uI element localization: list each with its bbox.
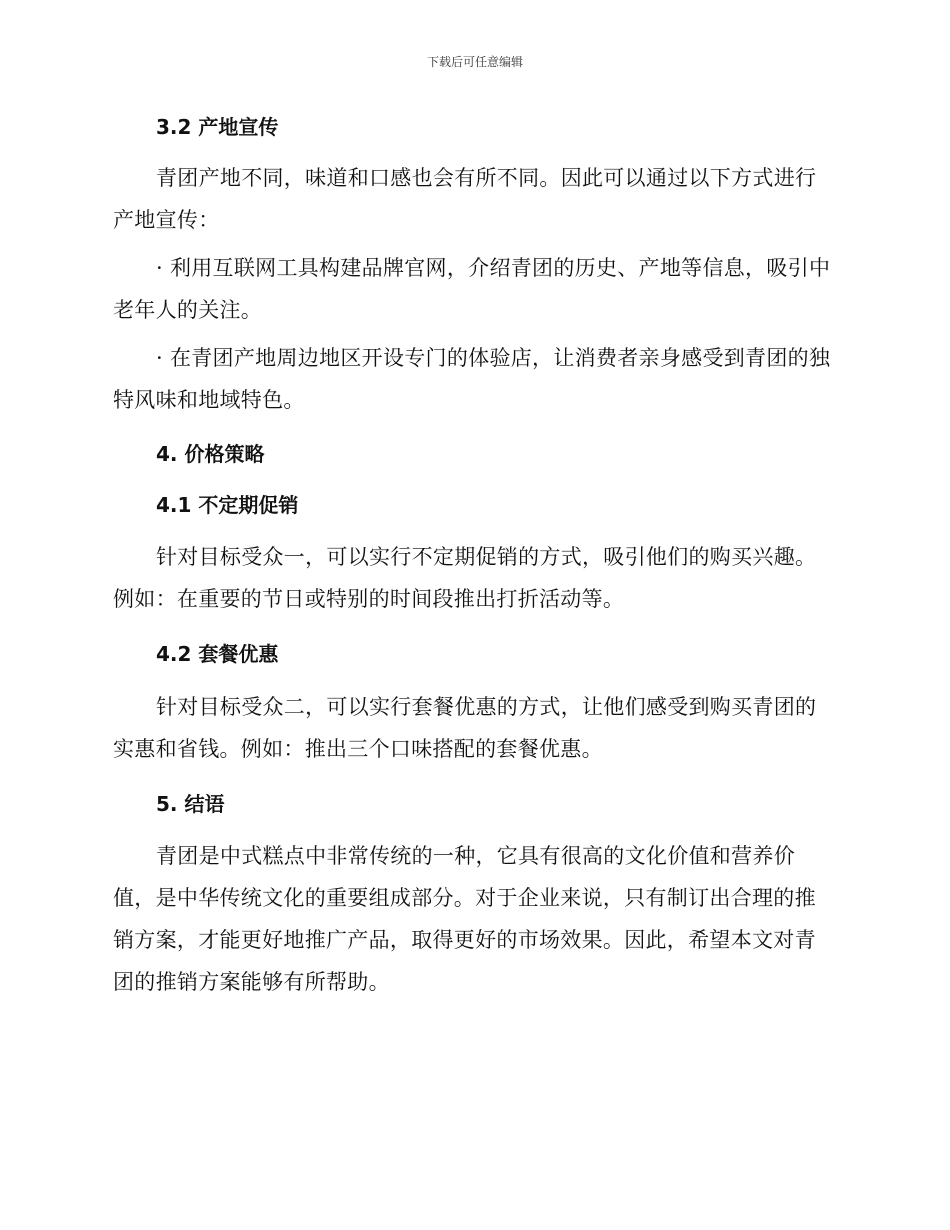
- heading-4-1: 4.1 不定期促销: [156, 493, 299, 517]
- heading-4: 4. 价格策略: [156, 442, 265, 466]
- page-header: 下载后可任意编辑: [426, 55, 523, 69]
- paragraph-4-2: 针对目标受众二，可以实行套餐优惠的方式，让他们感受到购买青团的实惠和省钱。例如：推出三个口味搭配的套餐优惠。: [113, 695, 817, 761]
- paragraph-5: 青团是中式糕点中非常传统的一种，它具有很高的文化价值和营养价值，是中华传统文化的重要组成部分。对于企业来说，只有制订出合理的推销方案，才能更好地推广产品，取得更好的市场效果。因此，希望本文对青团的推销方案能够有所帮助。: [113, 844, 816, 994]
- document-body: [113, 110, 835, 1003]
- heading-4-2: 4.2 套餐优惠: [156, 642, 279, 666]
- paragraph-bullet-store: · 在青团产地周边地区开设专门的体验店，让消费者亲身感受到青团的独特风味和地域特色。: [113, 346, 831, 412]
- heading-5: 5. 结语: [156, 792, 225, 816]
- heading-3-2: 3.2 产地宣传: [156, 115, 279, 139]
- paragraph-bullet-website: · 利用互联网工具构建品牌官网，介绍青团的历史、产地等信息，吸引中老年人的关注。: [113, 256, 831, 322]
- paragraph-origin-intro: 青团产地不同，味道和口感也会有所不同。因此可以通过以下方式进行产地宣传：: [113, 166, 817, 232]
- paragraph-4-1: 针对目标受众一，可以实行不定期促销的方式，吸引他们的购买兴趣。例如：在重要的节日或特别的时间段推出打折活动等。: [113, 545, 817, 611]
